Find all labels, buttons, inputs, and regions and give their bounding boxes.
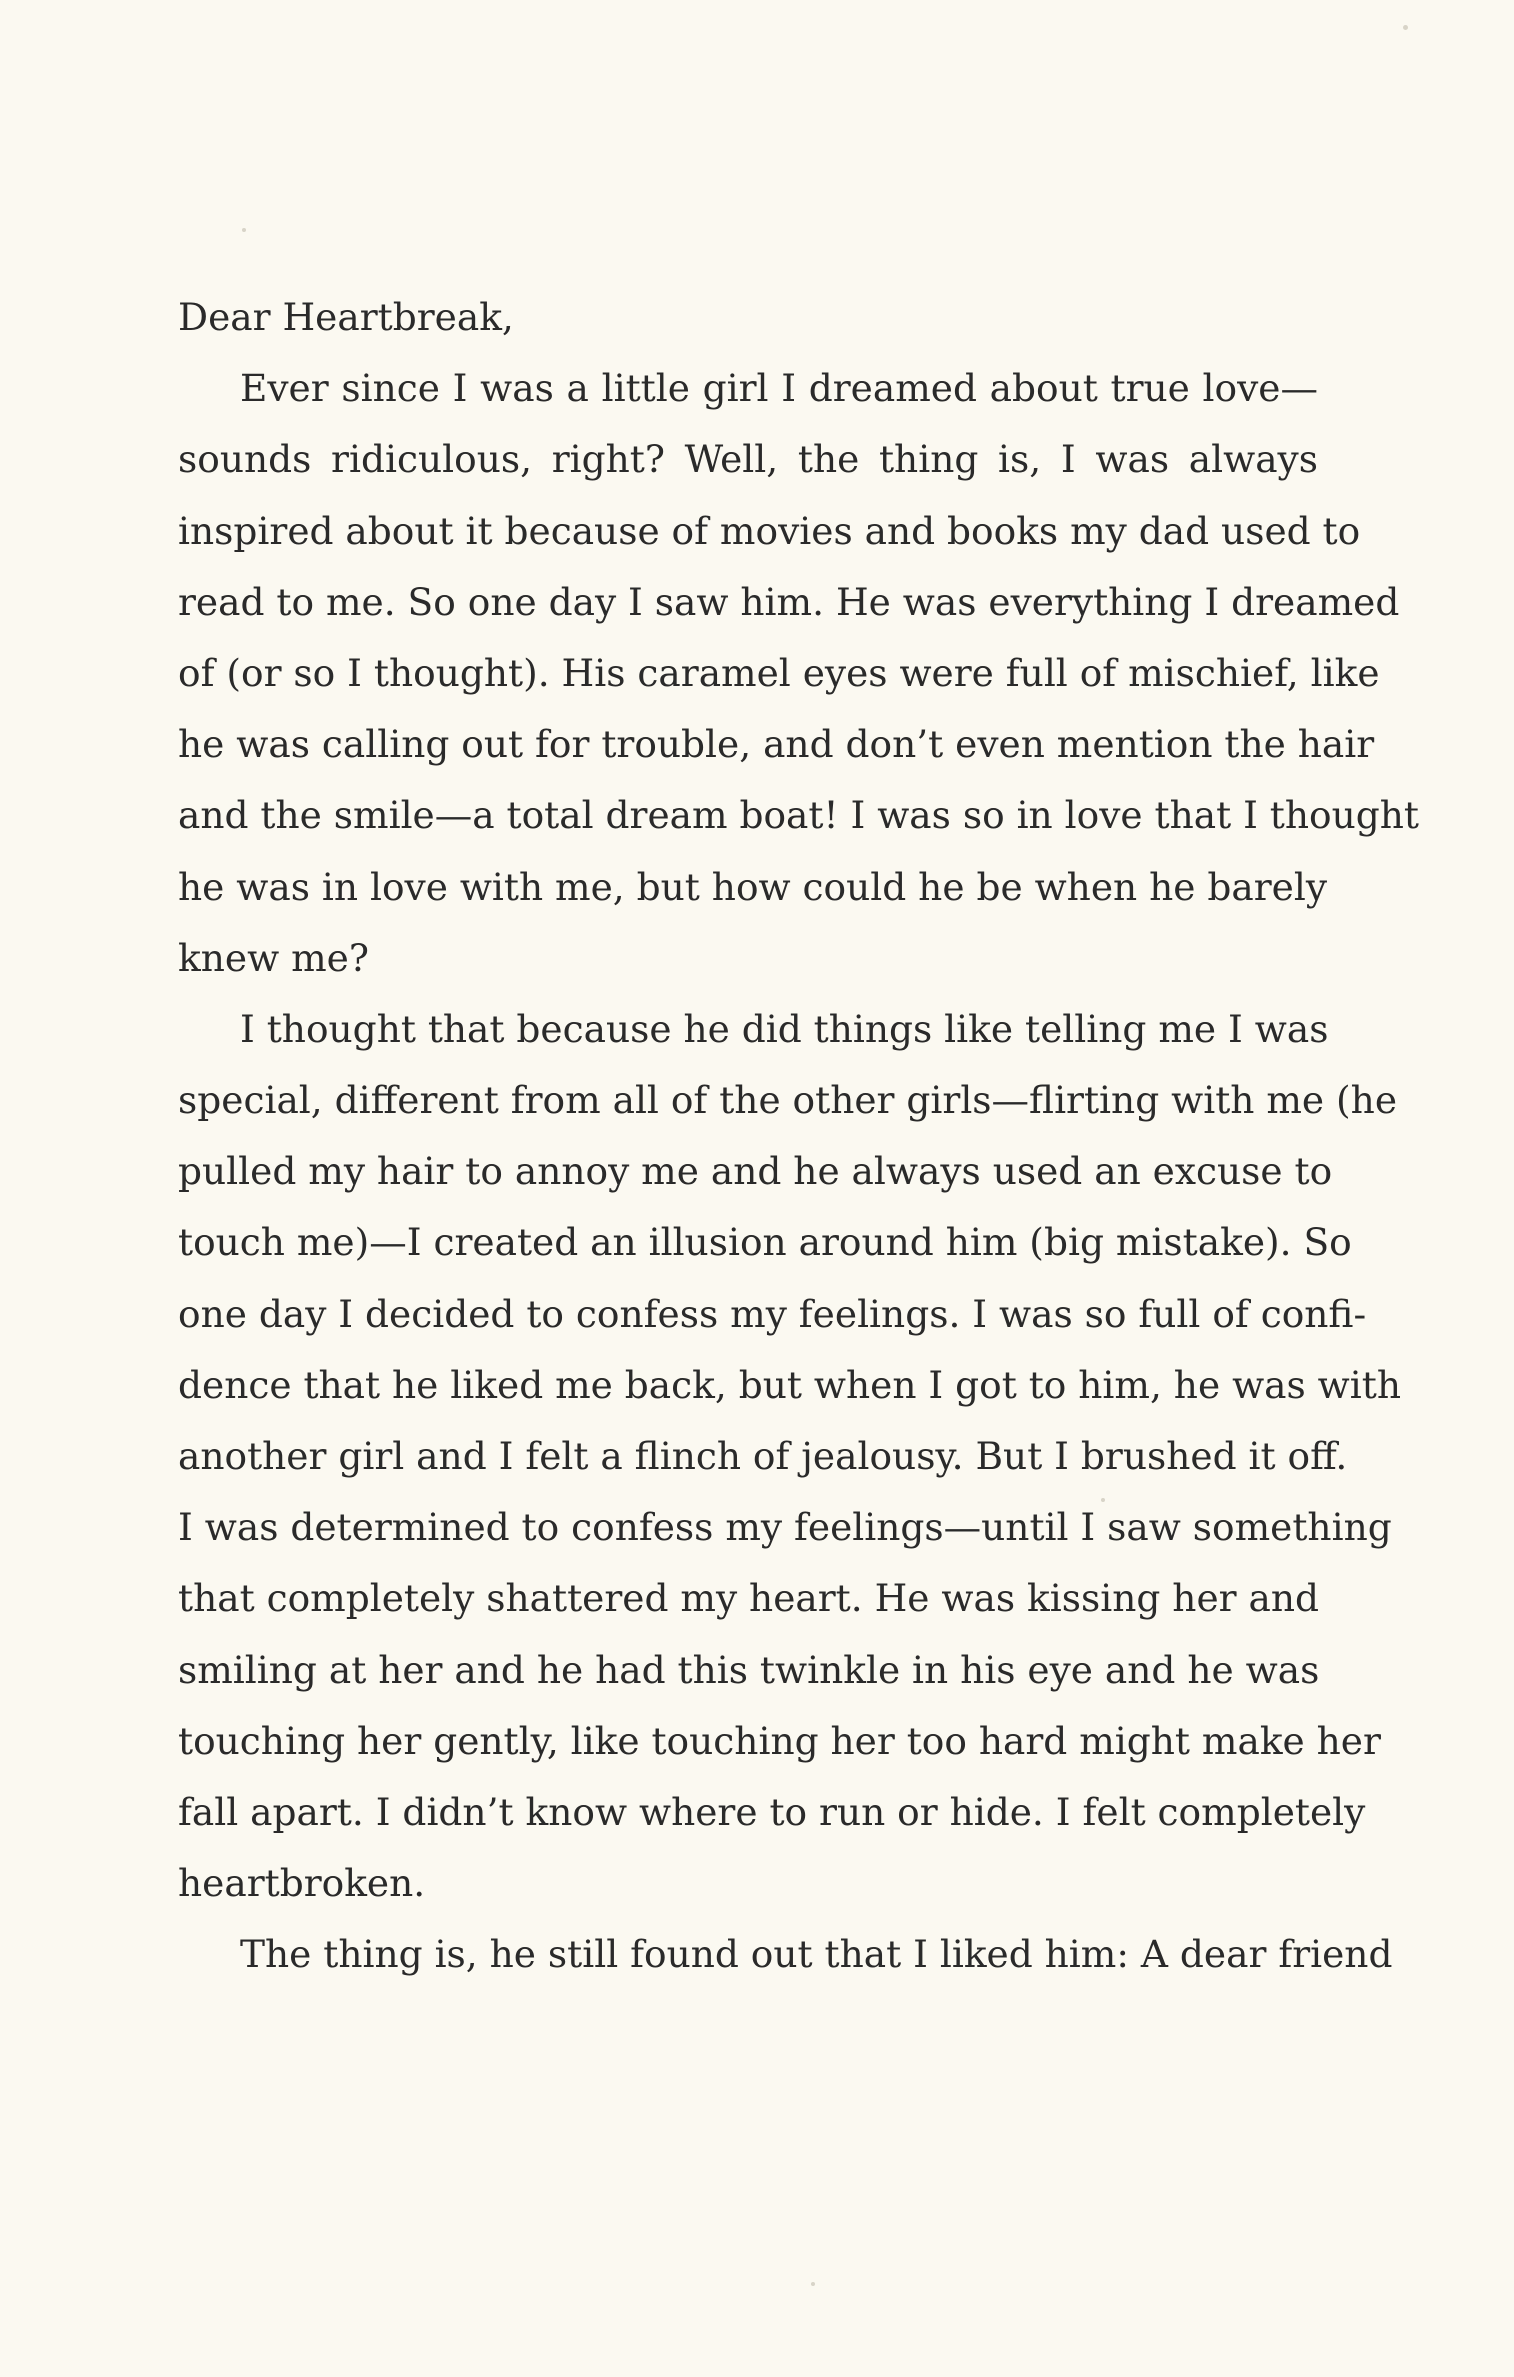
paragraph-1-line-6: he was calling out for trouble, and don’t even mention the hair — [178, 722, 1375, 767]
paragraph-1-line-4: read to me. So one day I saw him. He was everything I dreamed — [178, 579, 1400, 624]
paragraph-2-line-13: heartbroken. — [178, 1861, 426, 1906]
paragraph-2-line-3: pulled my hair to annoy me and he always used an excuse to — [178, 1149, 1333, 1194]
paragraph-2-line-4: touch me)—I created an illusion around him (big mistake). So — [178, 1220, 1352, 1265]
letter-body — [178, 282, 1419, 1991]
paragraph-1-line-9: knew me? — [178, 935, 369, 980]
paragraph-1-line-3: inspired about it because of movies and books my dad used to — [178, 508, 1361, 553]
paragraph-2-line-1: I thought that because he did things like telling me I was — [240, 1006, 1329, 1051]
paragraph-2-line-8: I was determined to confess my feelings—until I saw something — [178, 1505, 1392, 1550]
paragraph-2-line-7: another girl and I felt a flinch of jealousy. But I brushed it off. — [178, 1434, 1348, 1478]
paragraph-1-line-5: of (or so I thought). His caramel eyes were full of mischief, like — [178, 650, 1380, 695]
paper-speck — [811, 2282, 815, 2286]
paragraph-1-line-7: and the smile—a total dream boat! I was so in love that I thought — [178, 793, 1419, 838]
paragraph-1-line-1: Ever since I was a little girl I dreamed about true love— — [240, 366, 1318, 411]
paragraph-2-line-9: that completely shattered my heart. He was kissing her and — [178, 1576, 1320, 1621]
paper-speck — [1101, 1498, 1105, 1502]
paragraph-2-line-6: dence that he liked me back, but when I got to him, he was with — [178, 1362, 1401, 1407]
paragraph-2-line-11: touching her gently, like touching her too hard might make her — [178, 1718, 1381, 1763]
paragraph-2-line-5: one day I decided to confess my feelings. I was so full of confi- — [178, 1291, 1367, 1336]
paragraph-3-line-1: The thing is, he still found out that I liked him: A dear friend — [240, 1932, 1393, 1977]
paper-speck — [1403, 25, 1408, 30]
paragraph-2-line-2: special, different from all of the other girls—flirting with me (he — [178, 1078, 1398, 1123]
salutation: Dear Heartbreak, — [178, 295, 514, 339]
paragraph-1-line-8: he was in love with me, but how could he be when he barely — [178, 864, 1328, 909]
paragraph-2-line-10: smiling at her and he had this twinkle in his eye and he was — [178, 1647, 1320, 1692]
paper-speck — [242, 228, 246, 232]
paragraph-2-line-12: fall apart. I didn’t know where to run or hide. I felt completely — [178, 1789, 1366, 1834]
paragraph-1-line-2: sounds ridiculous, right? Well, the thing is, I was always — [178, 437, 1318, 482]
